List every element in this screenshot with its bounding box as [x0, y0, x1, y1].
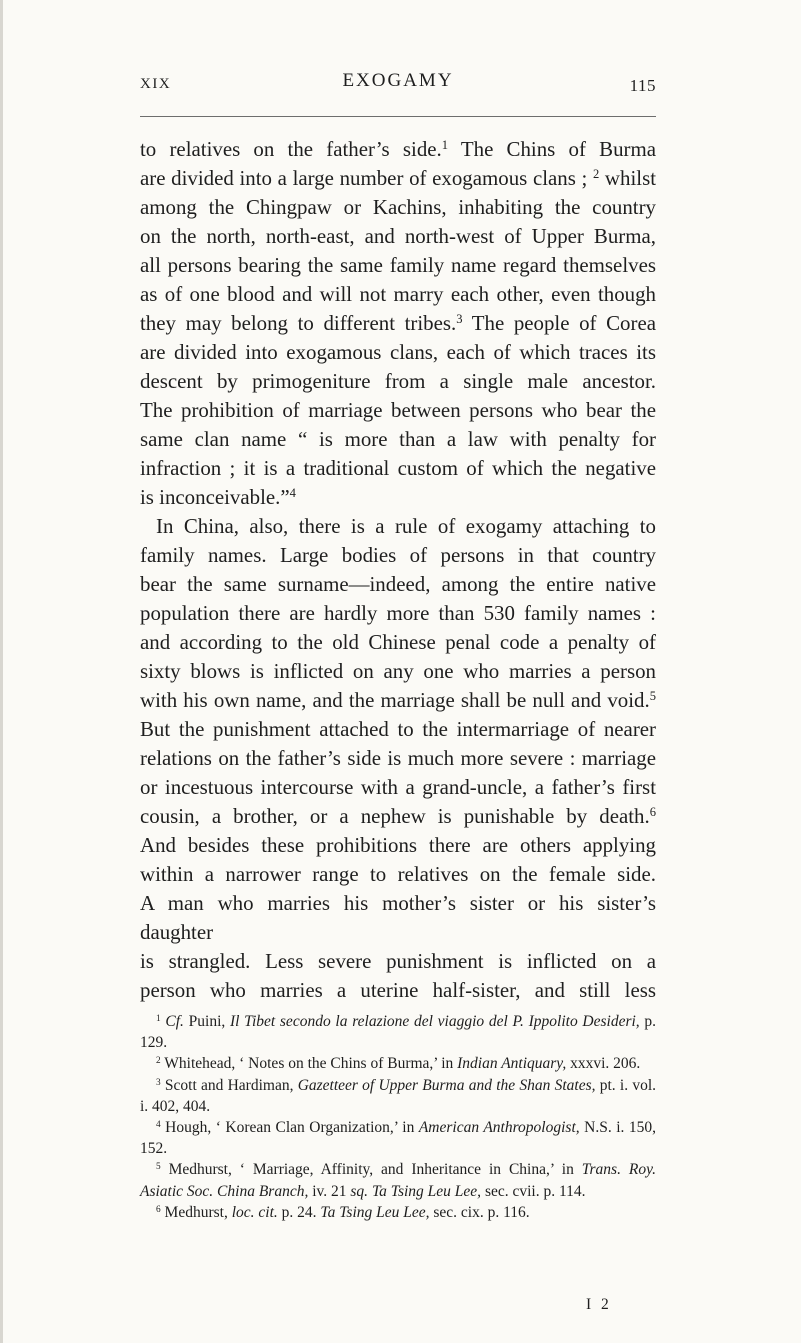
text-line: as of one blood and will not marry each other, even though	[140, 282, 656, 306]
signature-mark: I 2	[586, 1296, 612, 1313]
citation-title: Cf.	[165, 1013, 184, 1030]
footnote-number: 1	[156, 1013, 161, 1024]
citation-title: sq.	[350, 1182, 369, 1200]
text-line: same clan name “ is more than a law with penalty for	[140, 427, 656, 451]
footnote-ref: 4	[289, 486, 296, 501]
page-number: 115	[629, 76, 656, 95]
body-text	[140, 135, 656, 1005]
footnote-ref: 6	[649, 805, 656, 820]
citation-title: Gazetteer of Upper Burma and the Shan States,	[297, 1076, 596, 1094]
text-line: relations on the father’s side is much more severe : marriage	[140, 746, 656, 770]
text-line: family names. Large bodies of persons in that country	[140, 543, 656, 567]
text-line: person who marries a uterine half-sister, and still less	[140, 978, 656, 1002]
footnote-ref: 3	[456, 312, 463, 327]
footnote-ref: 2	[593, 167, 600, 182]
footnote: $^4$ Hough, ‘ Korean Clan Organization,’ in American Anthropologist, N.S. i. 150, 152.	[140, 1119, 657, 1158]
footnote-number: 6	[156, 1204, 161, 1215]
text-line: cousin, a brother, or a nephew is punishable by death.$^6$	[140, 804, 656, 828]
citation-title: Indian Antiquary,	[457, 1055, 567, 1073]
footnote: $^3$ Scott and Hardiman, Gazetteer of Upper Burma and the Shan States, pt. i. vol. i. 402, 404.	[140, 1076, 657, 1115]
footnote-number: 4	[156, 1119, 161, 1130]
chapter-number: XIX	[140, 76, 172, 92]
text-line: are divided into a large number of exogamous clans ; $^2$ whilst	[140, 166, 656, 190]
running-title: EXOGAMY	[342, 70, 454, 91]
footnote: $^6$ Medhurst, loc. cit. p. 24. Ta Tsing Leu Lee, sec. cix. p. 116.	[156, 1203, 530, 1221]
footnote: $^2$ Whitehead, ‘ Notes on the Chins of Burma,’ in Indian Antiquary, xxxvi. 206.	[156, 1055, 641, 1073]
footnote-number: 2	[156, 1056, 161, 1067]
text-line: bear the same surname—indeed, among the entire native	[140, 572, 656, 596]
footnote: $^1$ Cf. Puini, Il Tibet secondo la relazione del viaggio del P. Ippolito Desideri, p. 129.	[140, 1013, 657, 1052]
citation-title: loc. cit.	[231, 1203, 278, 1221]
text-line: is strangled. Less severe punishment is inflicted on a	[140, 949, 656, 973]
text-line: on the north, north-east, and north-west of Upper Burma,	[140, 224, 656, 248]
footnote: $^5$ Medhurst, ‘ Marriage, Affinity, and Inheritance in China,’ in Trans. Roy. Asiatic Soc. China Branch, iv. 21 sq. Ta Tsing Leu Lee, sec. cvii. p. 114.	[140, 1161, 656, 1200]
page-edge-shadow	[0, 0, 3, 1343]
citation-title: Il Tibet secondo la relazione del viaggio del P. Ippolito Desideri,	[229, 1013, 640, 1030]
text-line: all persons bearing the same family name regard themselves	[140, 253, 656, 277]
text-line: they may belong to different tribes.$^3$ The people of Corea	[140, 311, 657, 335]
text-line: and according to the old Chinese penal code a penalty of	[140, 630, 656, 654]
text-line: with his own name, and the marriage shall be null and void.$^5$	[140, 688, 656, 712]
text-line: The prohibition of marriage between persons who bear the	[140, 398, 656, 422]
text-line: A man who marries his mother’s sister or his sister’s daughter	[140, 891, 656, 944]
running-header	[140, 70, 656, 100]
header-rule	[140, 116, 656, 117]
text-line: descent by primogeniture from a single male ancestor.	[140, 369, 656, 393]
footnote-number: 3	[156, 1077, 161, 1088]
text-line: infraction ; it is a traditional custom of which the negative	[140, 456, 656, 480]
footnote-number: 5	[156, 1162, 161, 1173]
footnotes	[140, 1011, 656, 1223]
text-line: or incestuous intercourse with a grand-uncle, a father’s first	[140, 775, 656, 799]
text-line: is inconceivable.”$^4$	[140, 485, 296, 509]
paragraph	[140, 135, 656, 512]
text-line: among the Chingpaw or Kachins, inhabiting the country	[140, 195, 656, 219]
citation-title: Ta Tsing Leu Lee,	[320, 1203, 430, 1221]
citation-title: Trans. Roy. Asiatic Soc. China Branch,	[140, 1161, 656, 1200]
footnote-ref: 5	[649, 689, 656, 704]
text-line: And besides these prohibitions there are others applying	[140, 833, 656, 857]
text-line: to relatives on the father’s side.$^1$ The Chins of Burma	[140, 137, 656, 161]
text-line: population there are hardly more than 530 family names :	[140, 601, 656, 625]
footnote-ref: 1	[441, 138, 449, 153]
text-line: But the punishment attached to the intermarriage of nearer	[140, 717, 656, 741]
citation-title: American Anthropologist,	[418, 1119, 580, 1137]
text-line: within a narrower range to relatives on the female side.	[140, 862, 656, 886]
text-line: are divided into exogamous clans, each of which traces its	[140, 340, 656, 364]
text-line: sixty blows is inflicted on any one who marries a person	[140, 659, 656, 683]
citation-title: Ta Tsing Leu Lee,	[371, 1182, 482, 1200]
text-line: In China, also, there is a rule of exogamy attaching to	[156, 514, 656, 538]
paragraph	[140, 512, 656, 1005]
